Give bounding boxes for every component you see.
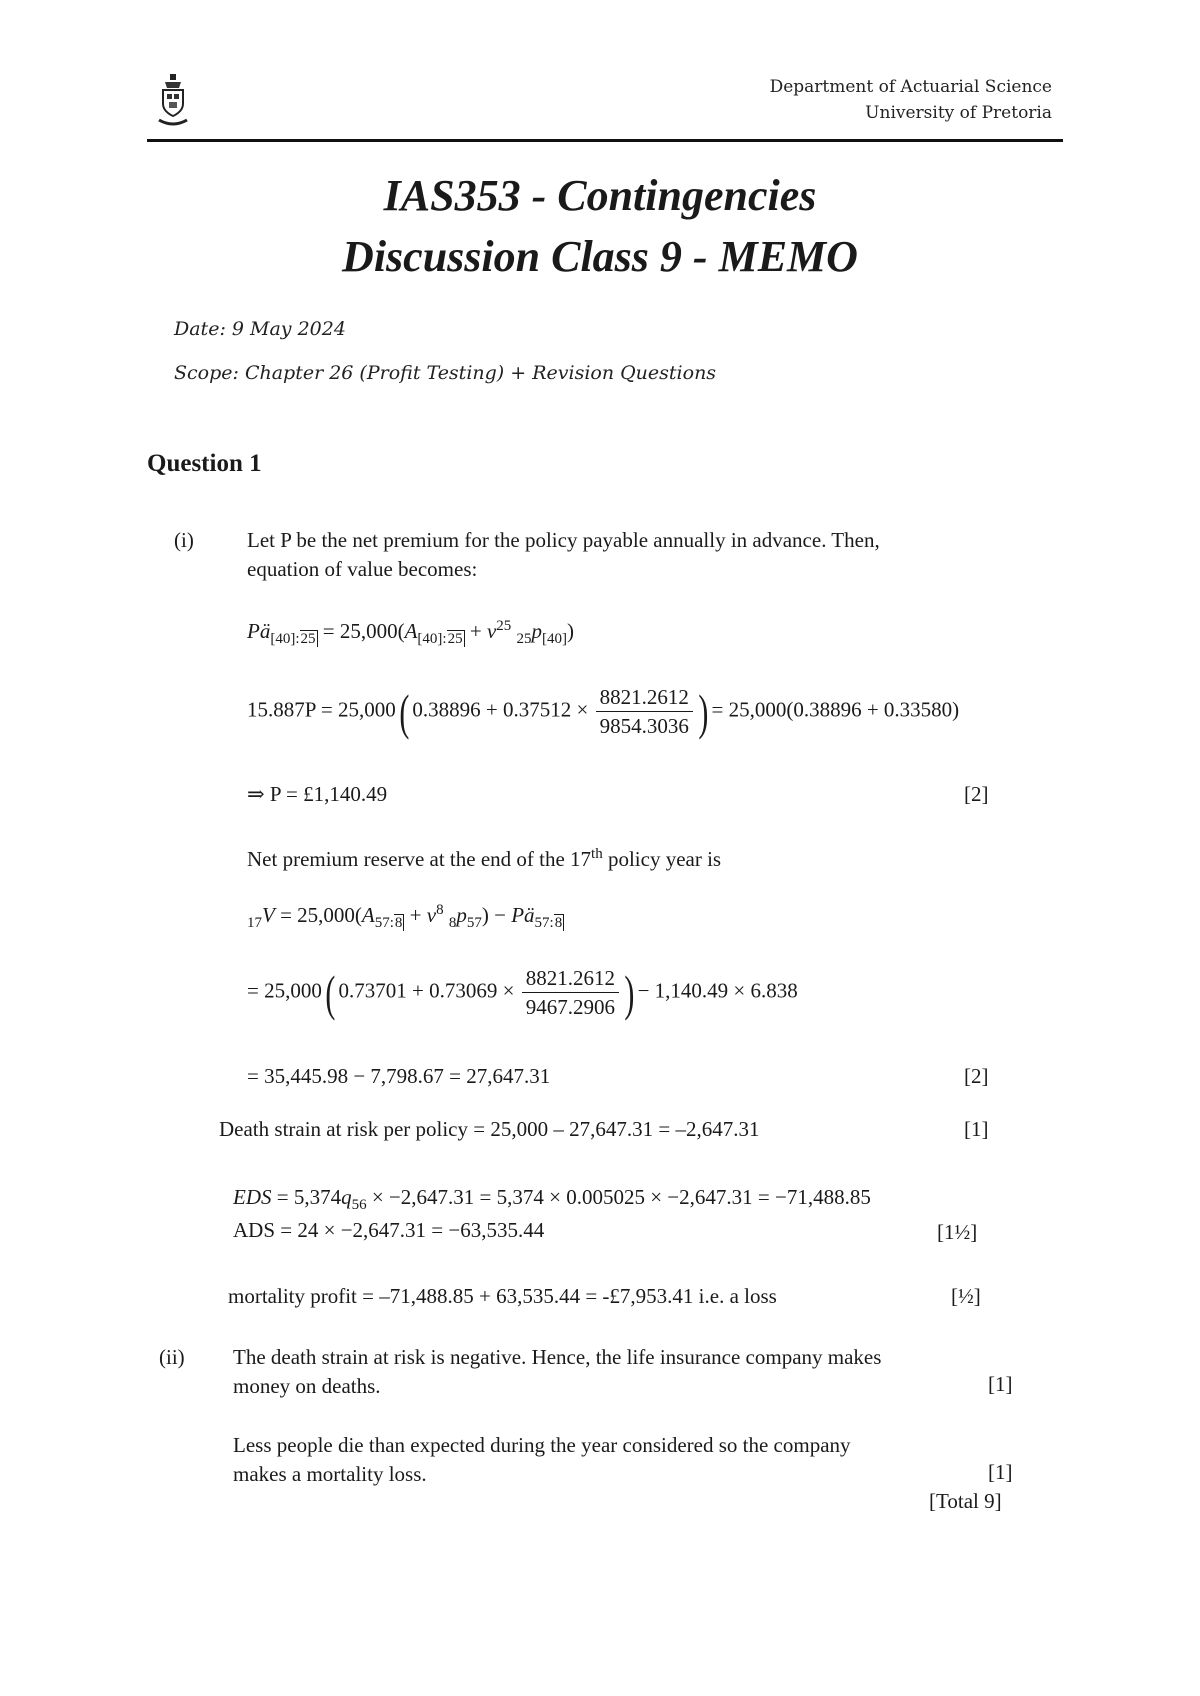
eq2-left: 15.887P = 25,000: [247, 697, 396, 722]
reserve-numeric: = 25,000( 0.73701 + 0.73069 × $\frac{8821.2612}{9467.2906}$ ) − 1,140.49 × 6.838: [247, 964, 798, 1021]
course-title: IAS353 - Contingencies: [383, 171, 817, 220]
date-line: Date: 9 May 2024: [174, 318, 346, 340]
mark-ii-2: [1]: [988, 1460, 1013, 1484]
mark-dsar: [1]: [964, 1117, 989, 1141]
department-header: [770, 74, 1052, 126]
part-i-label: (i): [174, 528, 194, 552]
mark-ii-1: [1]: [988, 1372, 1013, 1396]
eq4-mid: 0.73701 + 0.73069 ×: [338, 978, 515, 1003]
scope-line: Scope: Chapter 26 (Profit Testing) + Revision Questions: [174, 362, 717, 384]
part-ii-para1-line2: money on deaths.: [233, 1374, 381, 1398]
mark-premium: [2]: [964, 782, 989, 806]
memo-title: Discussion Class 9 - MEMO: [342, 232, 858, 281]
department-name: Department of Actuarial Science: [769, 77, 1052, 97]
eq2-numerator: 8821.2612: [596, 685, 693, 712]
part-ii-para1-line1: The death strain at risk is negative. Hence, the life insurance company makes: [233, 1345, 882, 1369]
premium-result: ⇒ P = £1,140.49: [247, 782, 388, 806]
part-i-intro-line2: equation of value becomes:: [247, 557, 478, 581]
eq4-left: = 25,000: [247, 978, 322, 1003]
eq2-right: = 25,000(0.38896 + 0.33580): [711, 697, 960, 722]
eq4-numerator: 8821.2612: [522, 966, 619, 993]
part-ii-para2-line1: Less people die than expected during the year considered so the company: [233, 1433, 851, 1457]
death-strain-at-risk: Death strain at risk per policy = 25,000 – 27,647.31 = –2,647.31: [219, 1117, 760, 1141]
mortality-profit: mortality profit = –71,488.85 + 63,535.44 = -£7,953.41 i.e. a loss: [228, 1284, 777, 1308]
part-i-intro-line1: Let P be the net premium for the policy payable annually in advance. Then,: [247, 528, 880, 552]
mark-reserve: [2]: [964, 1064, 989, 1088]
eds-right: × −2,647.31 = 5,374 × 0.005025 × −2,647.31 = −71,488.85: [371, 1185, 871, 1209]
reserve-text-pre: Net premium reserve at the end of the 17: [247, 847, 592, 871]
equation-of-value: $Pä_{[40]:25} = 25,000(A_{[40]:25} + v^{25}$ $_{25}p_{[40]}$): [247, 618, 575, 648]
eq4-right: − 1,140.49 × 6.838: [637, 978, 798, 1003]
reserve-text-sup: th: [591, 846, 603, 862]
part-ii-label: (ii): [159, 1345, 185, 1369]
total-marks: [Total 9]: [929, 1489, 1002, 1513]
equation-numeric: 15.887P = 25,000( 0.38896 + 0.37512 × $\frac{8821.2612}{9854.3036}$ ) = 25,000(0.38896 + 0.33580): [247, 683, 960, 740]
ads-line: ADS = 24 × −2,647.31 = −63,535.44: [233, 1218, 545, 1242]
eq4-denominator: 9467.2906: [525, 995, 615, 1019]
reserve-text: [247, 840, 721, 873]
reserve-result: = 35,445.98 − 7,798.67 = 27,647.31: [247, 1064, 551, 1088]
university-name: University of Pretoria: [865, 103, 1052, 123]
mark-profit: [½]: [951, 1284, 981, 1308]
part-ii-para2-line2: makes a mortality loss.: [233, 1462, 427, 1486]
eq2-denominator: 9854.3036: [599, 714, 689, 738]
reserve-text-post: policy year is: [602, 847, 722, 871]
eq4-fraction: [522, 966, 619, 1019]
mark-eds-ads: [1½]: [937, 1220, 978, 1244]
eds-line: EDS = $5,374q_{56} \times -2,647.31 = 5,374 \times 0.005025 \times -2,647.31 = -71,488.85$: [233, 1185, 871, 1214]
university-crest-logo: [156, 72, 190, 128]
eq2-fraction: [596, 685, 693, 738]
question-1-heading: Question 1: [147, 450, 262, 477]
eq2-mid: 0.38896 + 0.37512 ×: [412, 697, 589, 722]
reserve-formula: $_{17}V = 25,000(A_{57:8} + v^8$ $_8p_{57}$) − $Pä_{57:8}$: [247, 902, 563, 932]
header-rule: [147, 139, 1063, 142]
